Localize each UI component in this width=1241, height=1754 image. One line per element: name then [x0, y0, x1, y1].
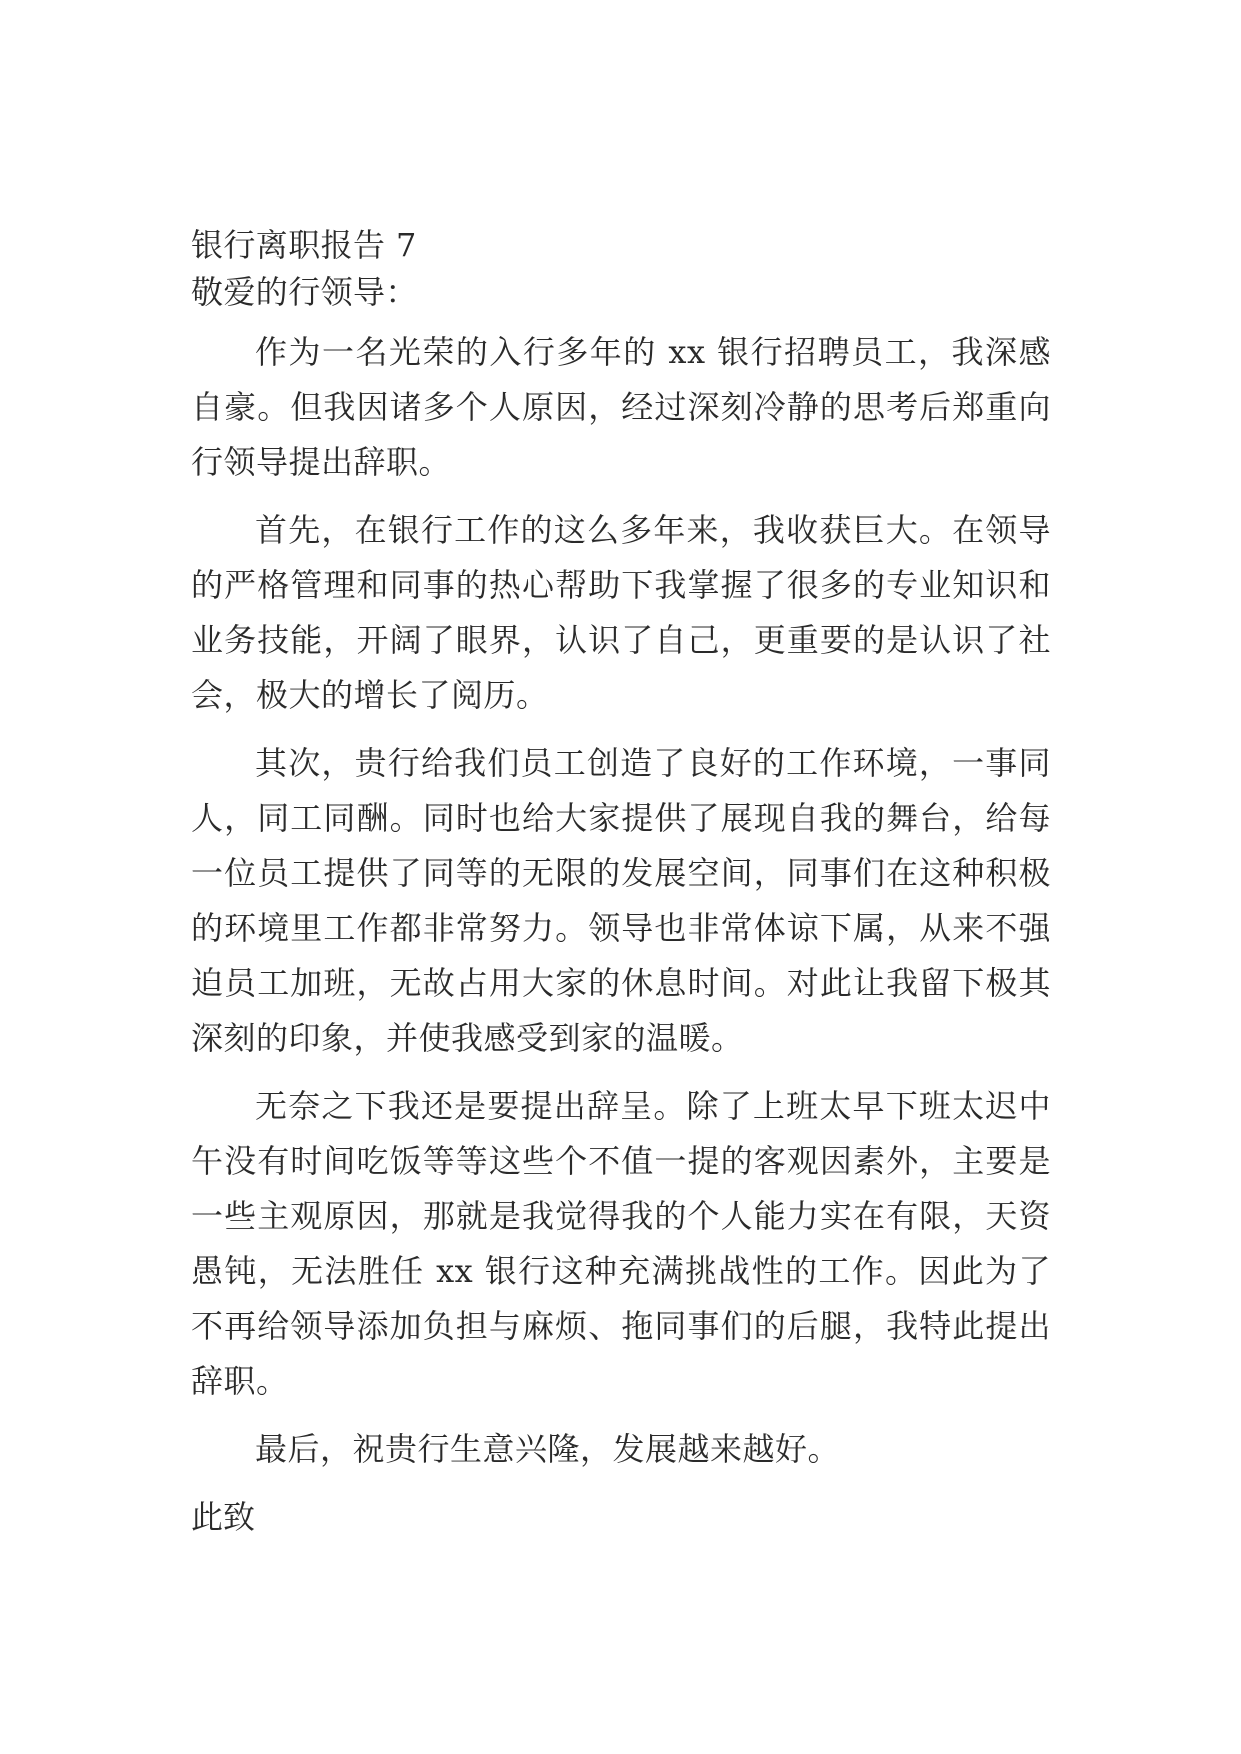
paragraph: 作为一名光荣的入行多年的 xx 银行招聘员工，我深感自豪。但我因诸多个人原因，经过深刻冷静的思考后郑重向行领导提出辞职。 [191, 333, 1051, 481]
salutation: 敬爱的行领导： [191, 273, 418, 311]
paragraph: 无奈之下我还是要提出辞呈。除了上班太早下班太迟中午没有时间吃饭等等这些个不值一提的客观因素外，主要是一些主观原因，那就是我觉得我的个人能力实在有限，天资愚钝，无法胜任 xx 银行这种充满挑战性的工作。因此为了不再给领导添加负担与麻烦、拖同事们的后腿，我特此提出辞职。 [191, 1087, 1051, 1400]
document-body [191, 222, 1051, 1545]
paragraph: 首先，在银行工作的这么多年来，我收获巨大。在领导的严格管理和同事的热心帮助下我掌握了很多的专业知识和业务技能，开阔了眼界，认识了自己，更重要的是认识了社会，极大的增长了阅历。 [191, 511, 1051, 714]
closing-line: 此致 [191, 1498, 256, 1536]
paragraph: 最后，祝贵行生意兴隆，发展越来越好。 [255, 1430, 841, 1468]
paragraph: 其次，贵行给我们员工创造了良好的工作环境，一事同人，同工同酬。同时也给大家提供了展现自我的舞台，给每一位员工提供了同等的无限的发展空间，同事们在这种积极的环境里工作都非常努力。领导也非常体谅下属，从来不强迫员工加班，无故占用大家的休息时间。对此让我留下极其深刻的印象，并使我感受到家的温暖。 [191, 744, 1051, 1057]
document-title: 银行离职报告 7 [191, 226, 417, 264]
